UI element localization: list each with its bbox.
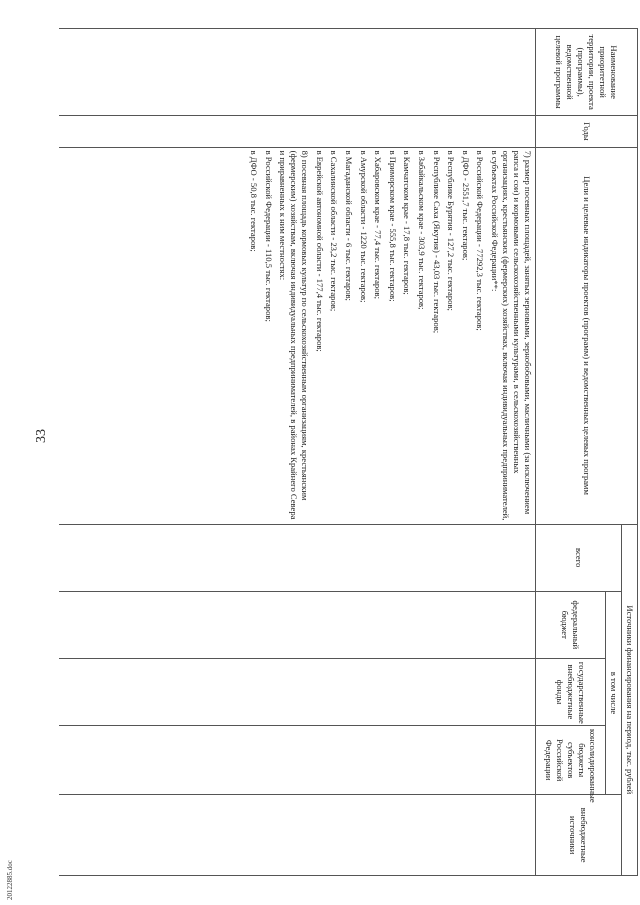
page-number: 33 <box>34 429 49 443</box>
body-goals-cell <box>60 147 536 524</box>
body-row <box>60 29 536 876</box>
body-extrabudgetary-cell <box>60 795 536 876</box>
goal-line: в Сахалинской области - 23,2 тыс. гектаров; <box>329 150 340 312</box>
goal-line: в Камчатском крае - 17,8 тыс. гектаров; <box>402 150 413 295</box>
body-federal-cell <box>60 591 536 658</box>
body-regional-cell <box>60 726 536 795</box>
goal-line: 7) размер посевных площадей, занятых зерновыми, зернобобовыми, масличными (за исключением рапса и сои) и кормовыми сельскохозяйственными культурами, в сельскохозяйственных организациях, крестьянских (фермерских) хозяйствах, включая индивидуальных предпринимателей, в субъектах Российской Федерации**: <box>490 150 533 521</box>
body-total-cell <box>60 524 536 591</box>
rotated-page-content <box>52 28 638 876</box>
header-state-funds: государственные внебюджетные фонды <box>536 658 606 725</box>
header-total: всего <box>536 524 622 591</box>
header-goals: Цели и целевые индикаторы проектов (программ) и ведомственных целевых программ <box>536 147 638 524</box>
body-name-cell <box>60 29 536 116</box>
goal-line: в Республике Саха (Якутия) - 43,03 тыс. гектаров; <box>431 150 442 334</box>
goal-line: в Еврейской автономной области - 177,4 тыс. гектаров; <box>314 150 325 352</box>
header-row-1 <box>622 29 638 876</box>
header-years: Годы <box>536 116 638 147</box>
header-name: Наименование приоритетной территории, проекта (программы), ведомственной целевой программы <box>536 29 638 116</box>
body-state-funds-cell <box>60 658 536 725</box>
body-years-cell <box>60 116 536 147</box>
goal-line: в Республике Бурятия - 127,2 тыс. гектаров; <box>446 150 457 311</box>
goal-line: в Хабаровском крае - 77,4 тыс. гектаров; <box>373 150 384 299</box>
goal-line: в Магаданской области - 6 тыс. гектаров; <box>344 150 355 301</box>
funding-table <box>60 28 639 876</box>
goal-line: в Приморском крае - 555,8 тыс. гектаров; <box>387 150 398 302</box>
goal-line: в ДФО - 50,8 тыс. гектаров; <box>249 150 260 252</box>
goal-line: в ДФО - 2551,7 тыс. гектаров; <box>460 150 471 261</box>
header-extrabudgetary: внебюджетные источники <box>536 795 622 876</box>
goal-line: в Амурской области - 1220 тыс. гектаров; <box>358 150 369 303</box>
header-regional: консолидированные бюджеты субъектов Российской Федерации <box>536 726 606 795</box>
header-including: в том числе <box>606 591 622 795</box>
goal-line: в Забайкальском крае - 303,9 тыс. гектаров; <box>417 150 428 310</box>
footer-filename: 20122885.doc <box>6 860 14 900</box>
goal-line: 8) посевная площадь кормовых культур по сельскохозяйственным организациям, крестьянским (фермерским) хозяйствам, включая индивидуальных предпринимателей, в районах Крайнего Севера и приравненных к ним местностях: <box>278 150 311 520</box>
header-federal: федеральный бюджет <box>536 591 606 658</box>
header-funding: Источники финансирования на период, тыс. рублей <box>622 524 638 875</box>
goal-line: в Российской Федерации - 77292,3 тыс. гектаров; <box>475 150 486 331</box>
goal-line: в Российской Федерации - 110,5 тыс. гектаров; <box>263 150 274 322</box>
